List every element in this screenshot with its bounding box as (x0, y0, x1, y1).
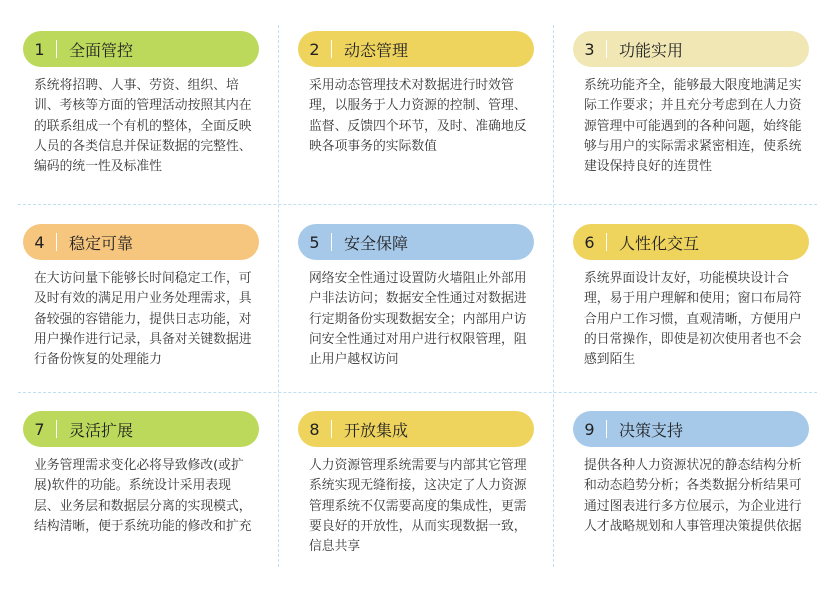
feature-title-pill (573, 31, 809, 67)
feature-number: 1 (34, 39, 45, 59)
feature-number: 3 (584, 39, 595, 59)
pill-separator (56, 40, 57, 58)
feature-description: 提供各种人力资源状况的静态结构分析和动态趋势分析；各类数据分析结果可通过图表进行多方位展示，为企业进行人才战略规划和人事管理决策提供依据 (584, 458, 802, 534)
feature-number: 2 (309, 39, 320, 59)
feature-card-5 (298, 224, 534, 370)
feature-title: 人性化交互 (619, 233, 700, 253)
feature-number: 4 (34, 232, 45, 252)
feature-title: 功能实用 (619, 40, 684, 60)
feature-number: 9 (584, 419, 595, 439)
feature-description: 系统功能齐全，能够最大限度地满足实际工作要求；并且充分考虑到在人力资源管理中可能遇到的各种问题，始终能够与用户的实际需求紧密相连，使系统建设保持良好的连贯性 (584, 78, 802, 175)
feature-title: 开放集成 (344, 420, 409, 440)
feature-title: 动态管理 (344, 40, 409, 60)
column-divider-2 (553, 25, 554, 567)
feature-card-4 (23, 224, 259, 370)
pill-separator (606, 233, 607, 251)
feature-description: 业务管理需求变化必将导致修改(或扩展)软件的功能。系统设计采用表现层、业务层和数据层分离的实现模式，结构清晰，便于系统功能的修改和扩充 (34, 458, 252, 534)
pill-separator (56, 420, 57, 438)
feature-title-pill (23, 31, 259, 67)
feature-description: 在大访问量下能够长时间稳定工作，可及时有效的满足用户业务处理需求，具备较强的容错能力，提供日志功能，对用户操作进行记录，具备对关键数据进行备份恢复的处理能力 (34, 271, 252, 368)
feature-number: 6 (584, 232, 595, 252)
feature-title-pill (23, 411, 259, 447)
feature-title-pill (573, 411, 809, 447)
feature-title: 安全保障 (344, 233, 409, 253)
pill-separator (56, 233, 57, 251)
feature-title-pill (573, 224, 809, 260)
feature-title: 决策支持 (619, 420, 684, 440)
row-divider-1 (18, 204, 817, 205)
feature-title-pill (23, 224, 259, 260)
row-divider-2 (18, 392, 817, 393)
feature-description: 采用动态管理技术对数据进行时效管理，以服务于人力资源的控制、管理、监督、反馈四个环节，及时、准确地反映各项事务的实际数值 (309, 78, 527, 154)
feature-description: 系统将招聘、人事、劳资、组织、培训、考核等方面的管理活动按照其内在的联系组成一个有机的整体，全面反映人员的各类信息并保证数据的完整性、编码的统一性及标准性 (34, 78, 252, 175)
pill-separator (331, 40, 332, 58)
feature-description: 人力资源管理系统需要与内部其它管理系统实现无缝衔接，这决定了人力资源管理系统不仅需要高度的集成性，更需要良好的开放性，从而实现数据一致，信息共享 (309, 458, 527, 555)
feature-title: 灵活扩展 (69, 420, 134, 440)
feature-title: 稳定可靠 (69, 233, 134, 253)
feature-description: 系统界面设计友好，功能模块设计合理，易于用户理解和使用；窗口布局符合用户工作习惯，直观清晰，方便用户的日常操作，即使是初次使用者也不会感到陌生 (584, 271, 802, 368)
pill-separator (331, 420, 332, 438)
feature-card-2 (298, 31, 534, 157)
pill-separator (606, 420, 607, 438)
feature-title-pill (298, 224, 534, 260)
feature-number: 5 (309, 232, 320, 252)
feature-card-6 (573, 224, 809, 370)
pill-separator (331, 233, 332, 251)
feature-card-1 (23, 31, 259, 177)
column-divider-1 (278, 25, 279, 567)
feature-card-3 (573, 31, 809, 177)
feature-title-pill (298, 31, 534, 67)
feature-title: 全面管控 (69, 40, 134, 60)
feature-number: 8 (309, 419, 320, 439)
feature-number: 7 (34, 419, 45, 439)
feature-card-9 (573, 411, 809, 537)
feature-description: 网络安全性通过设置防火墙阻止外部用户非法访问；数据安全性通过对数据进行定期备份实现数据安全；内部用户访问安全性通过对用户进行权限管理，阻止用户越权访问 (309, 271, 527, 368)
feature-card-8 (298, 411, 534, 557)
feature-card-7 (23, 411, 259, 537)
pill-separator (606, 40, 607, 58)
feature-title-pill (298, 411, 534, 447)
